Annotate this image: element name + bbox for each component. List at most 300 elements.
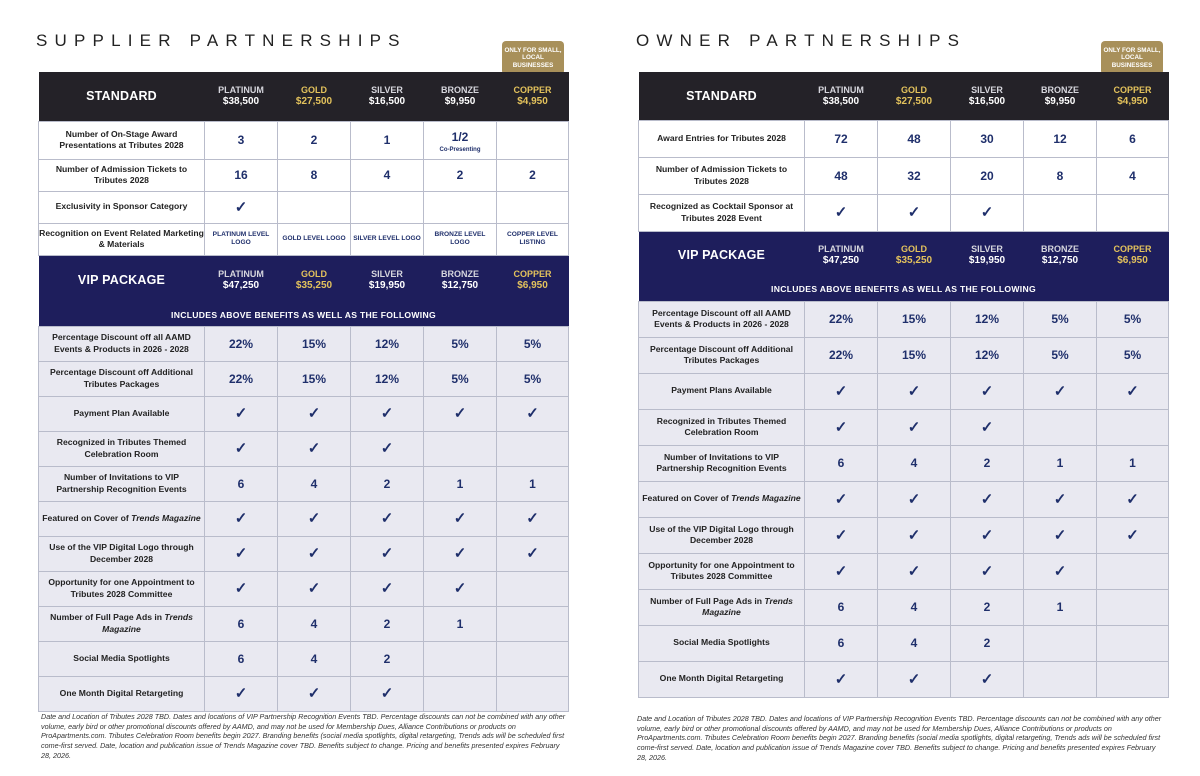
table-row	[639, 589, 1169, 625]
header-title-cell	[39, 72, 205, 121]
tier-header-copper	[497, 72, 569, 121]
table-row	[639, 157, 1169, 194]
cell-value: 15%	[301, 336, 327, 351]
tier-price: $9,950	[1044, 95, 1076, 107]
benefit-label: Featured on Cover of Trends Magazine	[39, 501, 205, 536]
table-row	[39, 326, 569, 361]
benefit-cell	[805, 120, 878, 157]
benefit-cell	[805, 445, 878, 481]
benefit-label: Use of the VIP Digital Logo through December 2028	[39, 536, 205, 571]
cell-value: 1	[1129, 456, 1136, 470]
checkmark-icon: ✓	[834, 526, 848, 544]
benefit-cell	[497, 641, 569, 676]
benefit-cell	[805, 373, 878, 409]
cell-value: 72	[834, 131, 848, 146]
benefit-cell	[878, 373, 951, 409]
vip-header-row	[639, 231, 1169, 278]
owner-table	[638, 72, 1169, 698]
cell-value: 22%	[228, 371, 254, 386]
benefit-cell	[205, 159, 278, 191]
benefit-cell	[278, 326, 351, 361]
recognition-level: COPPER LEVEL LISTING	[507, 230, 558, 246]
recognition-level: GOLD LEVEL LOGO	[282, 234, 346, 242]
checkmark-icon: ✓	[307, 685, 321, 702]
benefit-cell	[878, 589, 951, 625]
table-row	[39, 191, 569, 223]
cell-value: 48	[834, 168, 848, 183]
benefit-cell	[497, 361, 569, 396]
checkmark-icon: ✓	[980, 382, 994, 400]
benefit-cell	[1097, 409, 1169, 445]
cell-value: 4	[910, 600, 918, 614]
benefit-cell	[424, 571, 497, 606]
cell-value: 48	[907, 131, 921, 146]
checkmark-icon: ✓	[307, 405, 321, 422]
benefit-cell	[497, 606, 569, 641]
benefit-cell	[1097, 661, 1169, 697]
cell-value: 2	[983, 456, 991, 470]
benefit-cell	[424, 326, 497, 361]
cell-value: 15%	[901, 348, 927, 362]
benefit-cell	[1024, 481, 1097, 517]
benefit-cell	[805, 301, 878, 337]
checkmark-icon: ✓	[307, 510, 321, 527]
table-row	[39, 676, 569, 711]
cell-value: 6	[237, 616, 245, 631]
benefit-cell	[497, 676, 569, 711]
checkmark-icon: ✓	[380, 545, 394, 562]
benefit-cell	[878, 625, 951, 661]
checkmark-icon: ✓	[1053, 382, 1067, 400]
benefit-label: Percentage Discount off all AAMD Events & Products in 2026 - 2028	[39, 326, 205, 361]
benefit-cell	[205, 536, 278, 571]
benefit-cell	[951, 301, 1024, 337]
table-row	[39, 223, 569, 255]
benefit-cell	[1024, 194, 1097, 231]
page-title: OWNER PARTNERSHIPS	[636, 31, 967, 50]
cell-value: 5%	[1051, 312, 1069, 326]
checkmark-icon: ✓	[234, 405, 248, 422]
co-presenting-note: Co-Presenting	[439, 146, 481, 153]
tier-name: GOLD	[901, 84, 927, 95]
checkmark-icon: ✓	[307, 545, 321, 562]
benefit-cell	[951, 373, 1024, 409]
benefit-cell	[424, 361, 497, 396]
cell-value: 30	[980, 131, 994, 146]
tier-name: COPPER	[1113, 84, 1152, 95]
table-row	[639, 120, 1169, 157]
benefit-cell	[278, 571, 351, 606]
tier-header-platinum	[205, 255, 278, 304]
benefit-cell	[1024, 301, 1097, 337]
includes-banner: INCLUDES ABOVE BENEFITS AS WELL AS THE FOLLOWING	[39, 304, 569, 326]
benefit-cell	[805, 625, 878, 661]
cell-value: 4	[310, 651, 318, 666]
footnote: Date and Location of Tributes 2028 TBD. Dates and locations of VIP Partnership Recognition Events TBD. Percentage discounts can not be combined with any other volume, early bird or other promotional discounts offered by AAMD, and may not be used for Membership Dues, Alliance Contributions or products on ProApartments.com. Tributes Celebration Room benefits begin 2027. Branding benefits (social media spotlights, digital retargeting, Trends ads will be scheduled first come-first served. Date, location and publication issue of Trends Magazine cover TBD. Benefits subject to change. Pricing and benefits presented expires February 28, 2026.	[637, 714, 1162, 762]
header-title-cell	[39, 255, 205, 304]
benefit-cell	[205, 361, 278, 396]
benefit-cell	[205, 223, 278, 255]
benefit-cell	[278, 466, 351, 501]
benefit-cell	[951, 517, 1024, 553]
cell-value: 6	[237, 476, 245, 491]
cell-value: 5%	[1123, 312, 1142, 326]
tier-name: BRONZE	[441, 268, 479, 279]
benefit-cell	[1024, 553, 1097, 589]
benefit-cell	[351, 223, 424, 255]
tier-name: BRONZE	[1041, 243, 1079, 254]
cell-value: 22%	[828, 312, 854, 326]
benefit-cell	[1024, 589, 1097, 625]
tier-header-silver	[951, 231, 1024, 278]
benefit-cell	[278, 396, 351, 431]
footnote: Date and Location of Tributes 2028 TBD. Dates and locations of VIP Partnership Recognition Events TBD. Percentage discounts can not be combined with any other volume, early bird or other promotional discounts offered by AAMD, and may not be used for Membership Dues, Alliance Contributions or products on ProApartments.com. Tributes Celebration Room benefits begin 2027. Branding benefits (social media spotlights, digital retargeting, Trends ads will be scheduled first come-first served. Date, location and publication issue of Trends Magazine cover TBD. Benefits subject to change. Pricing and benefits presented expires February 28, 2026.	[41, 712, 566, 760]
cell-value: 15%	[301, 371, 327, 386]
table-row	[639, 409, 1169, 445]
benefit-cell	[878, 517, 951, 553]
cell-value: 32	[907, 168, 921, 183]
table-row	[39, 571, 569, 606]
header-title-cell	[639, 72, 805, 120]
table-row	[39, 536, 569, 571]
benefit-cell	[951, 481, 1024, 517]
checkmark-icon: ✓	[453, 405, 467, 422]
benefit-cell	[424, 431, 497, 466]
checkmark-icon: ✓	[907, 418, 921, 436]
table-row	[639, 661, 1169, 697]
benefit-cell	[1097, 120, 1169, 157]
tier-price: $27,500	[895, 95, 933, 107]
benefit-cell	[878, 661, 951, 697]
benefit-cell	[205, 431, 278, 466]
tier-price: $35,250	[295, 279, 333, 291]
cell-value: 6	[837, 456, 845, 470]
cell-value: 1	[1056, 456, 1064, 470]
cell-value: 12%	[974, 312, 1000, 326]
tier-price: $19,950	[368, 279, 406, 291]
checkmark-icon: ✓	[980, 418, 994, 436]
benefit-cell	[424, 159, 497, 191]
recognition-level: BRONZE LEVEL LOGO	[434, 230, 486, 246]
cell-value: 20	[980, 168, 994, 183]
checkmark-icon: ✓	[380, 510, 394, 527]
tier-price: $38,500	[222, 96, 260, 108]
includes-row	[639, 278, 1169, 301]
table-row	[39, 501, 569, 536]
checkmark-icon: ✓	[1053, 562, 1067, 580]
benefit-cell	[1097, 301, 1169, 337]
benefit-cell	[805, 661, 878, 697]
benefit-cell	[351, 431, 424, 466]
tier-name: PLATINUM	[218, 268, 264, 279]
benefit-cell	[497, 501, 569, 536]
tier-price: $47,250	[222, 279, 260, 291]
checkmark-icon: ✓	[453, 580, 467, 597]
checkmark-icon: ✓	[834, 670, 848, 688]
cell-value: 4	[910, 456, 918, 470]
benefit-cell	[1024, 517, 1097, 553]
benefit-cell	[1097, 373, 1169, 409]
checkmark-icon: ✓	[1126, 382, 1139, 400]
benefit-cell	[1024, 373, 1097, 409]
benefit-cell	[205, 396, 278, 431]
benefit-cell	[1024, 625, 1097, 661]
benefit-cell	[951, 589, 1024, 625]
cell-value: 4	[310, 476, 318, 491]
tier-price: $19,950	[968, 254, 1006, 266]
table-row	[639, 194, 1169, 231]
cell-value: 2	[383, 651, 391, 666]
benefit-cell	[424, 536, 497, 571]
checkmark-icon: ✓	[307, 580, 321, 597]
benefit-cell	[878, 337, 951, 373]
checkmark-icon: ✓	[907, 562, 921, 580]
tier-header-copper	[1097, 231, 1169, 278]
header-title-cell	[639, 231, 805, 278]
benefit-cell	[205, 606, 278, 641]
checkmark-icon: ✓	[1126, 490, 1139, 508]
benefit-cell	[951, 120, 1024, 157]
benefit-cell	[424, 676, 497, 711]
tier-name: COPPER	[513, 268, 552, 279]
tier-price: $12,750	[441, 279, 479, 291]
benefit-cell	[1097, 337, 1169, 373]
benefit-cell	[351, 121, 424, 159]
benefit-cell	[805, 517, 878, 553]
benefit-cell	[951, 337, 1024, 373]
table-row	[39, 159, 569, 191]
cell-value: 1	[529, 476, 536, 491]
benefit-cell	[497, 326, 569, 361]
benefit-label: Number of Admission Tickets to Tributes 2028	[639, 157, 805, 194]
tier-price: $9,950	[444, 96, 476, 108]
cell-value: 5%	[523, 336, 542, 351]
standard-header-row	[639, 72, 1169, 120]
benefit-cell	[424, 121, 497, 159]
benefit-label: Award Entries for Tributes 2028	[639, 120, 805, 157]
small-business-badge: ONLY FOR SMALL, LOCAL BUSINESSES	[1101, 41, 1163, 75]
benefit-cell	[205, 641, 278, 676]
tier-name: GOLD	[901, 243, 927, 254]
section-title: VIP PACKAGE	[77, 272, 166, 287]
tier-header-platinum	[805, 72, 878, 120]
benefit-cell	[805, 589, 878, 625]
cell-value: 3	[237, 133, 245, 147]
tier-price: $47,250	[822, 254, 860, 266]
cell-value: 1	[456, 476, 464, 491]
checkmark-icon: ✓	[834, 204, 848, 221]
benefit-label: Social Media Spotlights	[639, 625, 805, 661]
vip-header-row	[39, 255, 569, 304]
cell-value: 2	[529, 168, 536, 182]
cell-value: 4	[910, 636, 918, 650]
table-row	[639, 373, 1169, 409]
checkmark-icon: ✓	[234, 580, 248, 597]
benefit-label: Recognized as Cocktail Sponsor at Tributes 2028 Event	[639, 194, 805, 231]
checkmark-icon: ✓	[307, 440, 321, 457]
checkmark-icon: ✓	[834, 562, 848, 580]
benefit-cell	[951, 157, 1024, 194]
benefit-label: Exclusivity in Sponsor Category	[39, 191, 205, 223]
tier-name: GOLD	[301, 268, 327, 279]
benefit-cell	[878, 553, 951, 589]
checkmark-icon: ✓	[526, 405, 539, 422]
benefit-cell	[497, 466, 569, 501]
cell-value: 6	[237, 651, 245, 666]
benefit-cell	[351, 571, 424, 606]
checkmark-icon: ✓	[380, 440, 394, 457]
tier-name: SILVER	[371, 268, 403, 279]
benefit-cell	[424, 466, 497, 501]
benefit-cell	[1024, 157, 1097, 194]
benefit-cell	[497, 536, 569, 571]
benefit-cell	[1024, 661, 1097, 697]
cell-value: 1	[456, 616, 464, 631]
benefit-label: Number of Invitations to VIP Partnership Recognition Events	[39, 466, 205, 501]
tier-name: COPPER	[513, 85, 552, 96]
table-row	[639, 445, 1169, 481]
table-row	[39, 396, 569, 431]
benefit-cell	[805, 337, 878, 373]
checkmark-icon: ✓	[834, 490, 848, 508]
cell-value: 5%	[523, 371, 542, 386]
tier-price: $27,500	[295, 96, 333, 108]
cell-value: 5%	[451, 371, 469, 386]
benefit-cell	[1097, 553, 1169, 589]
tier-header-bronze	[424, 72, 497, 121]
benefit-cell	[1097, 625, 1169, 661]
tier-header-copper	[497, 255, 569, 304]
benefit-label: Percentage Discount off all AAMD Events & Products in 2026 - 2028	[639, 301, 805, 337]
benefit-cell	[278, 536, 351, 571]
section-title: VIP PACKAGE	[677, 247, 766, 262]
benefit-cell	[497, 431, 569, 466]
benefit-cell	[951, 661, 1024, 697]
benefit-cell	[497, 159, 569, 191]
benefit-cell	[1097, 194, 1169, 231]
tier-name: COPPER	[1113, 243, 1152, 254]
tier-name: PLATINUM	[218, 85, 264, 96]
checkmark-icon: ✓	[907, 526, 921, 544]
benefit-cell	[805, 194, 878, 231]
tier-price: $4,950	[1117, 95, 1148, 107]
tier-name: PLATINUM	[818, 84, 864, 95]
benefit-cell	[497, 191, 569, 223]
section-title: STANDARD	[86, 89, 157, 104]
tier-header-gold	[878, 231, 951, 278]
benefit-label: Recognized in Tributes Themed Celebration Room	[639, 409, 805, 445]
tier-header-silver	[351, 72, 424, 121]
table-row	[39, 431, 569, 466]
checkmark-icon: ✓	[380, 405, 394, 422]
cell-value: 6	[837, 636, 845, 650]
cell-value: 4	[383, 168, 391, 182]
recognition-level: PLATINUM LEVEL LOGO	[212, 230, 270, 246]
checkmark-icon: ✓	[834, 418, 848, 436]
benefit-label: Social Media Spotlights	[39, 641, 205, 676]
benefit-cell	[805, 553, 878, 589]
benefit-cell	[424, 223, 497, 255]
benefit-cell	[1097, 445, 1169, 481]
benefit-cell	[878, 445, 951, 481]
benefit-label: Number of Full Page Ads in Trends Magazine	[639, 589, 805, 625]
benefit-cell	[497, 121, 569, 159]
cell-value: 6	[1129, 131, 1136, 146]
includes-banner: INCLUDES ABOVE BENEFITS AS WELL AS THE FOLLOWING	[639, 278, 1169, 301]
benefit-cell	[951, 409, 1024, 445]
benefit-label: Recognition on Event Related Marketing & Materials	[39, 223, 205, 255]
cell-value: 22%	[228, 336, 254, 351]
cell-value: 4	[310, 616, 318, 631]
benefit-cell	[351, 676, 424, 711]
benefit-cell	[1097, 481, 1169, 517]
includes-row	[39, 304, 569, 326]
cell-value: 2	[456, 168, 464, 182]
table-row	[39, 606, 569, 641]
table-row	[639, 481, 1169, 517]
cell-value: 12%	[374, 371, 400, 386]
benefit-cell	[278, 676, 351, 711]
benefit-cell	[951, 194, 1024, 231]
benefit-cell	[878, 409, 951, 445]
benefit-cell	[351, 361, 424, 396]
benefit-cell	[878, 194, 951, 231]
table-row	[639, 517, 1169, 553]
benefit-label: One Month Digital Retargeting	[39, 676, 205, 711]
supplier-table	[38, 72, 569, 712]
benefit-cell	[351, 159, 424, 191]
tier-price: $16,500	[968, 95, 1006, 107]
checkmark-icon: ✓	[980, 562, 994, 580]
benefit-cell	[205, 121, 278, 159]
cell-value: 2	[383, 616, 391, 631]
checkmark-icon: ✓	[234, 545, 248, 562]
benefit-cell	[878, 120, 951, 157]
benefit-label: Number of Admission Tickets to Tributes 2028	[39, 159, 205, 191]
benefit-cell	[1097, 517, 1169, 553]
benefit-cell	[278, 361, 351, 396]
checkmark-icon: ✓	[526, 545, 539, 562]
checkmark-icon: ✓	[234, 198, 248, 216]
benefit-cell	[951, 445, 1024, 481]
table-row	[39, 466, 569, 501]
benefit-cell	[424, 641, 497, 676]
cell-value: 4	[1129, 168, 1136, 183]
benefit-cell	[951, 553, 1024, 589]
checkmark-icon: ✓	[907, 670, 921, 688]
cell-value: 1	[1056, 600, 1064, 614]
benefit-cell	[1097, 157, 1169, 194]
cell-value: 5%	[1051, 348, 1069, 362]
benefit-label: Opportunity for one Appointment to Tributes 2028 Committee	[639, 553, 805, 589]
benefit-cell	[424, 606, 497, 641]
benefit-cell	[1024, 337, 1097, 373]
benefit-cell	[278, 606, 351, 641]
cell-value: 8	[1056, 168, 1064, 183]
benefit-cell	[278, 223, 351, 255]
benefit-cell	[351, 641, 424, 676]
table-row	[639, 625, 1169, 661]
checkmark-icon: ✓	[834, 382, 848, 400]
benefit-label: Number of Invitations to VIP Partnership Recognition Events	[639, 445, 805, 481]
benefit-cell	[351, 536, 424, 571]
benefit-cell	[878, 157, 951, 194]
cell-value: 1	[383, 133, 391, 147]
benefit-label: Percentage Discount off Additional Tributes Packages	[639, 337, 805, 373]
benefit-label: Payment Plan Available	[39, 396, 205, 431]
benefit-cell	[205, 676, 278, 711]
tier-price: $16,500	[368, 96, 406, 108]
